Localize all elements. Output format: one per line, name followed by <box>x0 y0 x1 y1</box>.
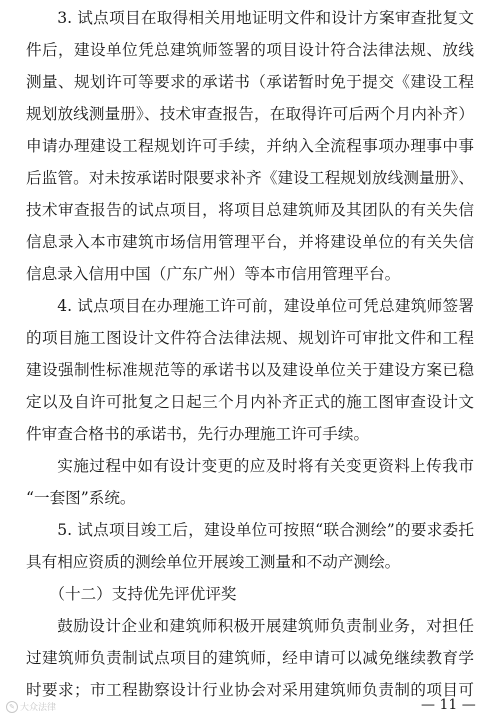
paragraph-4-line-4: 定以及自许可批复之日起三个月内补齐正式的施工图审查设计文 <box>26 393 474 411</box>
watermark-logo-icon: ✎ <box>6 701 18 713</box>
paragraph-4-line-1: 4. 试点项目在办理施工许可前，建设单位可凭总建筑师签署 <box>57 297 474 315</box>
paragraph-encourage-line-3: 时要求；市工程勘察设计行业协会对采用建筑师负责制的项目可 <box>26 681 474 699</box>
paragraph-5-line-1: 5. 试点项目竣工后，建设单位可按照“联合测绘”的要求委托 <box>57 521 474 539</box>
section-heading: （十二）支持优先评优评奖 <box>49 585 237 603</box>
paragraph-5-line-2: 具有相应资质的测绘单位开展竣工测量和不动产测绘。 <box>26 553 401 571</box>
paragraph-3-line-9: 信息录入信用中国（广东广州）等本市信用管理平台。 <box>26 265 401 283</box>
paragraph-encourage-line-2: 过建筑师负责制试点项目的建筑师，经申请可以减免继续教育学 <box>26 649 474 667</box>
paragraph-3-line-4: 规划放线测量册》、技术审查报告，在取得许可后两个月内补齐） <box>26 105 474 123</box>
paragraph-4-line-2: 的项目施工图设计文件符合法律法规、规划许可审批文件和工程 <box>26 329 474 347</box>
paragraph-3-line-8: 信息录入本市建筑市场信用管理平台，并将建设单位的有关失信 <box>26 233 474 251</box>
watermark <box>6 700 56 713</box>
paragraph-change-line-2: “一套图”系统。 <box>26 489 136 507</box>
paragraph-change-line-1: 实施过程中如有设计变更的应及时将有关变更资料上传我市 <box>57 457 474 475</box>
paragraph-3-line-6: 后监管。对未按承诺时限要求补齐《建设工程规划放线测量册》、 <box>26 169 474 187</box>
paragraph-4-line-3: 建设强制性标准规范等的承诺书以及建设单位关于建设方案已稳 <box>26 361 474 379</box>
page-number: — 11 — <box>421 697 476 713</box>
paragraph-3-line-1: 3. 试点项目在取得相关用地证明文件和设计方案审查批复文 <box>57 9 474 27</box>
paragraph-3-line-5: 申请办理建设工程规划许可手续，并纳入全流程事项办理事中事 <box>26 137 474 155</box>
paragraph-3-line-3: 测量、规划许可等要求的承诺书（承诺暂时免于提交《建设工程 <box>26 73 474 91</box>
paragraph-3-line-2: 件后，建设单位凭总建筑师签署的项目设计符合法律法规、放线 <box>26 41 474 59</box>
paragraph-3-line-7: 技术审查报告的试点项目，将项目总建筑师及其团队的有关失信 <box>26 201 474 219</box>
watermark-text: 大众法律 <box>20 703 57 713</box>
paragraph-4-line-5: 件审查合格书的承诺书，先行办理施工许可手续。 <box>26 425 370 443</box>
paragraph-encourage-line-1: 鼓励设计企业和建筑师积极开展建筑师负责制业务，对担任 <box>57 617 474 635</box>
